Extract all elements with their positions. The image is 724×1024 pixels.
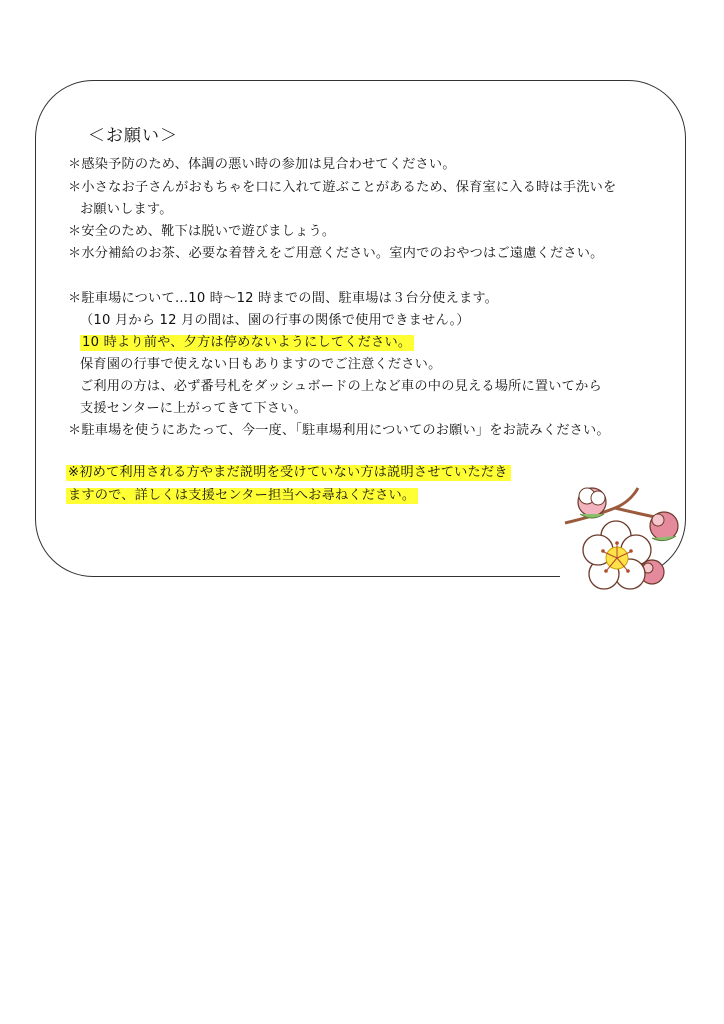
notice-line: ご利用の方は、必ず番号札をダッシュボードの上など車の中の見える場所に置いてから xyxy=(80,379,602,394)
highlight-text: ますので、詳しくは支援センター担当へお尋ねください。 xyxy=(66,488,418,504)
notice-line: ＊感染予防のため、体調の悪い時の参加は見合わせてください。 xyxy=(68,157,456,172)
highlight-text: ※初めて利用される方やまだ説明を受けていない方は説明させていただき xyxy=(66,465,511,481)
notice-note-line xyxy=(66,463,511,483)
notice-line: 支援センターに上がってきて下さい。 xyxy=(80,401,308,416)
notice-line: お願いします。 xyxy=(80,202,173,217)
bud-icon xyxy=(650,512,678,541)
notice-line: （10 月から 12 月の間は、園の行事の関係で使用できません。） xyxy=(80,313,470,328)
notice-line: ＊小さなお子さんがおもちゃを口に入れて遊ぶことがあるため、保育室に入る時は手洗いを xyxy=(68,180,617,195)
notice-line: ＊水分補給のお茶、必要な着替えをご用意ください。室内でのおやつはご遠慮ください。 xyxy=(68,246,604,261)
notice-line: ＊駐車場について…10 時～12 時までの間、駐車場は３台分使えます。 xyxy=(68,291,499,306)
notice-line: ＊安全のため、靴下は脱いで遊びましょう。 xyxy=(68,224,336,239)
plum-flower-icon xyxy=(583,521,651,589)
notice-line-highlighted xyxy=(80,333,414,353)
plum-blossom-illustration xyxy=(560,478,690,598)
notice-title: ＜お願い＞ xyxy=(88,126,178,146)
notice-line: ＊駐車場を使うにあたって、今一度、「駐車場利用についてのお願い」をお読みください。 xyxy=(68,423,610,438)
highlight-text: 10 時より前や、夕方は停めないようにしてください。 xyxy=(80,335,414,351)
notice-note-line xyxy=(66,486,418,506)
notice-line: 保育園の行事で使えない日もありますのでご注意ください。 xyxy=(80,357,442,372)
